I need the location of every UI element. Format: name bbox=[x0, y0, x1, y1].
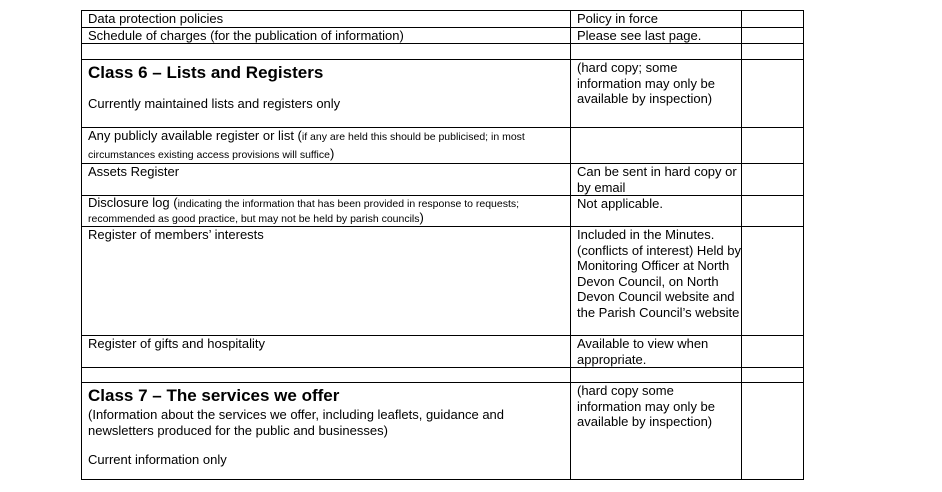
table-row bbox=[82, 11, 804, 28]
item-cell: Disclosure log (indicating the information that has been provided in response to requests; recommended as good practice, but may not be held by parish councils) bbox=[82, 196, 571, 227]
availability-cell bbox=[571, 44, 742, 60]
availability-cell: Available to view when appropriate. bbox=[571, 336, 742, 368]
item-cell: Data protection policies bbox=[82, 11, 571, 28]
table-row bbox=[82, 196, 804, 227]
blank-cell bbox=[742, 44, 804, 60]
blank-cell bbox=[742, 227, 804, 336]
item-cell: Register of members’ interests bbox=[82, 227, 571, 336]
availability-cell: Included in the Minutes. (conflicts of interest) Held by Monitoring Officer at North Devon Council, on North Devon Council website and the Parish Council’s website bbox=[571, 227, 742, 336]
availability-cell: (hard copy; some information may only be available by inspection) bbox=[571, 60, 742, 128]
blank-cell bbox=[742, 336, 804, 368]
blank-cell bbox=[742, 60, 804, 128]
availability-cell: Can be sent in hard copy or by email bbox=[571, 164, 742, 196]
item-cell bbox=[82, 368, 571, 383]
class-7-heading: Class 7 – The services we offer bbox=[88, 386, 340, 405]
table-row bbox=[82, 27, 804, 44]
availability-cell: Please see last page. bbox=[571, 27, 742, 44]
availability-cell bbox=[571, 128, 742, 164]
availability-cell: (hard copy some information may only be available by inspection) bbox=[571, 383, 742, 480]
blank-cell bbox=[742, 27, 804, 44]
blank-cell bbox=[742, 368, 804, 383]
item-cell bbox=[82, 44, 571, 60]
class-6-subtext: Currently maintained lists and registers only bbox=[88, 96, 341, 111]
item-note: indicating the information that has been provided in response to requests; recommended as good practice, but may not be held by parish councils bbox=[88, 198, 520, 225]
item-cell: Register of gifts and hospitality bbox=[82, 336, 571, 368]
class-heading-row bbox=[82, 383, 804, 480]
class-heading-row bbox=[82, 60, 804, 128]
item-cell: Assets Register bbox=[82, 164, 571, 196]
item-cell: Any publicly available register or list (if any are held this should be publicised; in most circumstances existing access provisions will suffice) bbox=[82, 128, 571, 164]
class-heading-cell bbox=[82, 383, 571, 480]
blank-cell bbox=[742, 383, 804, 480]
blank-cell bbox=[742, 11, 804, 28]
class-6-heading: Class 6 – Lists and Registers bbox=[88, 63, 324, 82]
availability-cell: Policy in force bbox=[571, 11, 742, 28]
table-row bbox=[82, 164, 804, 196]
table-row bbox=[82, 336, 804, 368]
blank-cell bbox=[742, 128, 804, 164]
class-7-subtext-2: Current information only bbox=[88, 452, 227, 467]
availability-cell bbox=[571, 368, 742, 383]
spacer-row bbox=[82, 44, 804, 60]
blank-cell bbox=[742, 164, 804, 196]
availability-cell: Not applicable. bbox=[571, 196, 742, 227]
item-note: if any are held this should be publicised; in most circumstances existing access provisions will suffice bbox=[88, 131, 525, 161]
item-cell: Schedule of charges (for the publication of information) bbox=[82, 27, 571, 44]
class-7-subtext: (Information about the services we offer, including leaflets, guidance and newsletters produced for the public and businesses) bbox=[88, 407, 505, 438]
table-row bbox=[82, 227, 804, 336]
class-heading-cell bbox=[82, 60, 571, 128]
publication-scheme-table bbox=[81, 10, 804, 480]
spacer-row bbox=[82, 368, 804, 383]
table-row bbox=[82, 128, 804, 164]
blank-cell bbox=[742, 196, 804, 227]
